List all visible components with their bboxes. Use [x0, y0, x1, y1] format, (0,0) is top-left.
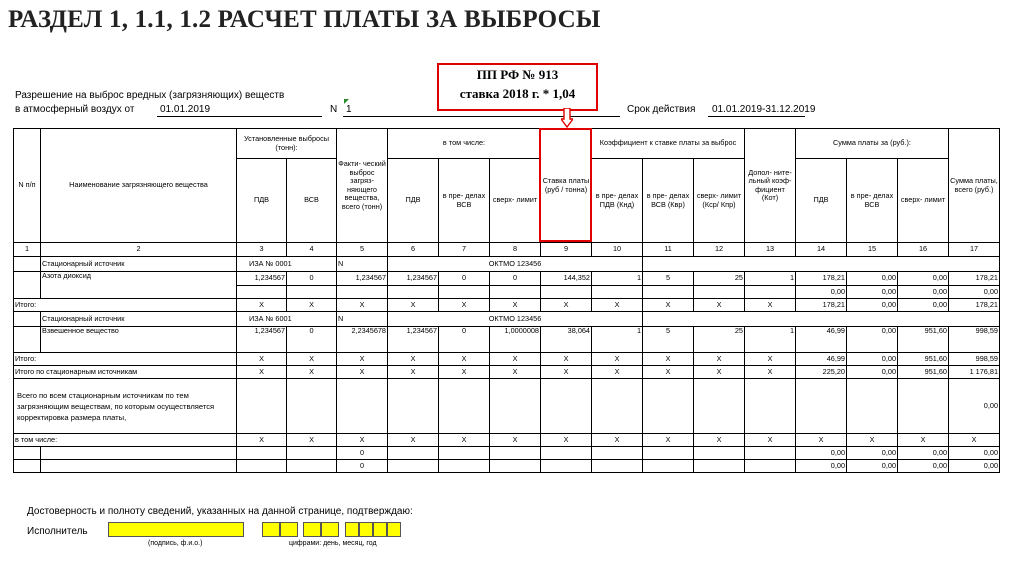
cell: X	[287, 353, 337, 366]
cell: X	[643, 299, 694, 312]
cell: X	[490, 366, 541, 379]
cell: X	[388, 299, 439, 312]
cell: X	[287, 299, 337, 312]
source-oktmo: ОКТМО 123456	[388, 257, 643, 272]
cell: X	[388, 353, 439, 366]
source-iza: ИЗА № 6001	[237, 312, 337, 327]
regulation-callout	[437, 63, 598, 111]
header-incl-vsv: в пре- делах ВСВ	[439, 159, 490, 243]
cell: 998,59	[949, 353, 1000, 366]
subtotal-label: Итого:	[14, 353, 237, 366]
cell: X	[439, 299, 490, 312]
cell: 178,21	[796, 299, 847, 312]
header-established: Установленные выбросы (тонн):	[237, 129, 337, 159]
subtotal-row	[14, 353, 1000, 366]
day-digit-2[interactable]	[280, 522, 298, 537]
cell: X	[439, 434, 490, 447]
confirm-text: Достоверность и полноту сведений, указанных на данной странице, подтверждаю:	[27, 506, 413, 517]
colnum: 7	[439, 243, 490, 257]
table-row	[14, 460, 1000, 473]
cell: X	[237, 299, 287, 312]
cell: X	[337, 434, 388, 447]
cell: X	[949, 434, 1000, 447]
cell: X	[439, 366, 490, 379]
year-digit-4[interactable]	[387, 522, 401, 537]
cell: X	[439, 353, 490, 366]
cell: 1,234567	[337, 272, 388, 286]
term-label: Срок действия	[627, 104, 696, 115]
total-row	[14, 366, 1000, 379]
cell: 0,00	[949, 460, 1000, 473]
cell: 0	[439, 327, 490, 353]
cell: 0,00	[847, 327, 898, 353]
cell: X	[337, 299, 388, 312]
header-pdv: ПДВ	[237, 159, 287, 243]
cell: X	[694, 366, 745, 379]
cell: 178,21	[949, 272, 1000, 286]
source-row	[14, 312, 1000, 327]
header-coefficient: Коэффициент к ставке платы за выброс	[592, 129, 745, 159]
executor-label: Исполнитель	[27, 526, 88, 537]
cell: X	[337, 353, 388, 366]
header-npp: N п/п	[14, 129, 41, 243]
cell: 0	[439, 272, 490, 286]
header-vsv: ВСВ	[287, 159, 337, 243]
column-numbers-row	[14, 243, 1000, 257]
header-kot: Допол- ните- льный коэф- фициент (Кот)	[745, 129, 796, 243]
colnum: 8	[490, 243, 541, 257]
permit-line1: Разрешение на выброс вредных (загрязняющих) веществ	[15, 90, 285, 101]
cell: X	[745, 353, 796, 366]
header-ksr: сверх- лимит (Кср/ Кпр)	[694, 159, 745, 243]
colnum: 9	[541, 243, 592, 257]
header-incl-pdv: ПДВ	[388, 159, 439, 243]
colnum: 6	[388, 243, 439, 257]
cell: 0,00	[796, 286, 847, 299]
source-n: N	[337, 257, 388, 272]
header-name: Наименование загрязняющего вещества	[41, 129, 237, 243]
cell: X	[898, 434, 949, 447]
page-title: РАЗДЕЛ 1, 1.1, 1.2 РАСЧЕТ ПЛАТЫ ЗА ВЫБРОСЫ	[8, 6, 601, 33]
cell: X	[541, 299, 592, 312]
subtotal-label: Итого:	[14, 299, 237, 312]
colnum: 15	[847, 243, 898, 257]
cell: X	[287, 366, 337, 379]
cell: 0	[287, 272, 337, 286]
colnum: 3	[237, 243, 287, 257]
cell: X	[337, 366, 388, 379]
cell: 1	[745, 327, 796, 353]
cell: 1,0000008	[490, 327, 541, 353]
source-label: Стационарный источник	[41, 312, 237, 327]
header-actual: Факти- ческий выброс загряз- няющего вещества, всего (тонн)	[337, 129, 388, 243]
cell: X	[490, 434, 541, 447]
month-digit-2[interactable]	[321, 522, 339, 537]
substance-name: Азота диоксид	[41, 272, 237, 299]
cell: 0,00	[847, 272, 898, 286]
cell: 0,00	[898, 447, 949, 460]
month-digit-1[interactable]	[303, 522, 321, 537]
cell: X	[592, 434, 643, 447]
header-including: в том числе:	[388, 129, 541, 159]
colnum: 4	[287, 243, 337, 257]
permit-n-label: N	[330, 104, 338, 115]
permit-n-underline	[343, 116, 620, 117]
cell: 0	[337, 447, 388, 460]
table-row	[14, 272, 1000, 286]
correction-label: Всего по всем стационарным источникам по тем загрязняющим веществам, по которым осуществляется корректировка размера платы,	[14, 379, 237, 434]
cell: 1,234567	[237, 327, 287, 353]
table-row	[14, 447, 1000, 460]
cell: 38,064	[541, 327, 592, 353]
cell: X	[694, 353, 745, 366]
colnum: 17	[949, 243, 1000, 257]
cell: 1 176,81	[949, 366, 1000, 379]
cell: 0,00	[847, 299, 898, 312]
cell: X	[847, 434, 898, 447]
cell: 5	[643, 272, 694, 286]
total-label: Итого по стационарным источникам	[14, 366, 237, 379]
colnum: 2	[41, 243, 237, 257]
subtotal-row	[14, 299, 1000, 312]
cell: X	[541, 434, 592, 447]
year-digit-1[interactable]	[345, 522, 359, 537]
cell: 0,00	[898, 299, 949, 312]
cell: X	[796, 434, 847, 447]
colnum: 10	[592, 243, 643, 257]
cell: X	[592, 366, 643, 379]
cell: 178,21	[796, 272, 847, 286]
cell: 0,00	[847, 447, 898, 460]
source-n: N	[337, 312, 388, 327]
colnum: 1	[14, 243, 41, 257]
cell: X	[592, 353, 643, 366]
header-knd: в пре- делах ПДВ (Кнд)	[592, 159, 643, 243]
callout-line1: ПП РФ № 913	[476, 67, 559, 82]
cell: 1	[745, 272, 796, 286]
permit-date-underline	[157, 116, 322, 117]
cell: 0	[490, 272, 541, 286]
cell: 951,60	[898, 366, 949, 379]
cell: X	[388, 366, 439, 379]
colnum: 13	[745, 243, 796, 257]
cell: 25	[694, 327, 745, 353]
cell: 0,00	[847, 286, 898, 299]
cell: 0,00	[898, 286, 949, 299]
cell: 0,00	[796, 460, 847, 473]
cell: X	[490, 353, 541, 366]
down-arrow-icon	[561, 108, 573, 128]
cell: 1,234567	[388, 272, 439, 286]
including-label: в том числе:	[14, 434, 237, 447]
header-sum-pdv: ПДВ	[796, 159, 847, 243]
cell: X	[643, 353, 694, 366]
colnum: 5	[337, 243, 388, 257]
year-digit-2[interactable]	[359, 522, 373, 537]
header-sum-over: сверх- лимит	[898, 159, 949, 243]
year-digit-3[interactable]	[373, 522, 387, 537]
colnum: 14	[796, 243, 847, 257]
permit-n-value: 1	[346, 104, 352, 115]
cell: 225,20	[796, 366, 847, 379]
source-row	[14, 257, 1000, 272]
cell: 1,234567	[237, 272, 287, 286]
cell: 5	[643, 327, 694, 353]
source-label: Стационарный источник	[41, 257, 237, 272]
cell: 1,234567	[388, 327, 439, 353]
term-underline	[708, 116, 805, 117]
colnum: 11	[643, 243, 694, 257]
cell: 0	[287, 327, 337, 353]
source-iza: ИЗА № 0001	[237, 257, 337, 272]
header-sum-vsv: в пре- делах ВСВ	[847, 159, 898, 243]
cell: 0,00	[847, 366, 898, 379]
table-row	[14, 327, 1000, 353]
term-value: 01.01.2019-31.12.2019	[712, 104, 816, 115]
source-oktmo: ОКТМО 123456	[388, 312, 643, 327]
permit-date: 01.01.2019	[160, 104, 211, 115]
cell: X	[694, 434, 745, 447]
cell: 144,352	[541, 272, 592, 286]
cell: 46,99	[796, 353, 847, 366]
colnum: 16	[898, 243, 949, 257]
header-kvr: в пре- делах ВСВ (Квр)	[643, 159, 694, 243]
cell: 25	[694, 272, 745, 286]
cell: 0,00	[847, 353, 898, 366]
correction-row	[14, 379, 1000, 434]
header-total: Сумма платы, всего (руб.)	[949, 129, 1000, 243]
cell: X	[643, 366, 694, 379]
cell: X	[237, 434, 287, 447]
cell: 1	[592, 272, 643, 286]
header-incl-over: сверх- лимит	[490, 159, 541, 243]
cell: 0,00	[898, 272, 949, 286]
correction-value: 0,00	[949, 379, 1000, 434]
cell: 998,59	[949, 327, 1000, 353]
emission-fee-table	[13, 128, 1000, 473]
cell: 0,00	[898, 460, 949, 473]
cell: X	[745, 366, 796, 379]
cell: X	[541, 353, 592, 366]
cell: 0,00	[949, 447, 1000, 460]
cell: X	[643, 434, 694, 447]
cell: X	[287, 434, 337, 447]
signature-hint: (подпись, ф.и.о.)	[148, 540, 203, 547]
date-hint: цифрами: день, месяц, год	[289, 540, 377, 547]
cell: 951,60	[898, 327, 949, 353]
header-sum: Сумма платы за (руб.):	[796, 129, 949, 159]
cell: 0,00	[949, 286, 1000, 299]
header-rate: Ставка платы (руб / тонна)	[541, 129, 592, 243]
cell: 1	[592, 327, 643, 353]
permit-line2: в атмосферный воздух от	[15, 104, 135, 115]
substance-name: Взвешенное вещество	[41, 327, 237, 353]
cell: X	[237, 366, 287, 379]
cell: 0	[337, 460, 388, 473]
cell: 951,60	[898, 353, 949, 366]
day-digit-1[interactable]	[262, 522, 280, 537]
cell: X	[592, 299, 643, 312]
cell: X	[490, 299, 541, 312]
executor-signature-field[interactable]	[108, 522, 244, 537]
cell: 0,00	[847, 460, 898, 473]
cell: 178,21	[949, 299, 1000, 312]
cell: X	[237, 353, 287, 366]
cell: X	[745, 434, 796, 447]
cell: 2,2345678	[337, 327, 388, 353]
cell: X	[388, 434, 439, 447]
cell: X	[694, 299, 745, 312]
including-row	[14, 434, 1000, 447]
cell: X	[541, 366, 592, 379]
cell: 46,99	[796, 327, 847, 353]
cell: 0,00	[796, 447, 847, 460]
cell: X	[745, 299, 796, 312]
callout-line2: ставка 2018 г. * 1,04	[459, 86, 576, 101]
rate-column-highlight	[539, 128, 592, 242]
colnum: 12	[694, 243, 745, 257]
